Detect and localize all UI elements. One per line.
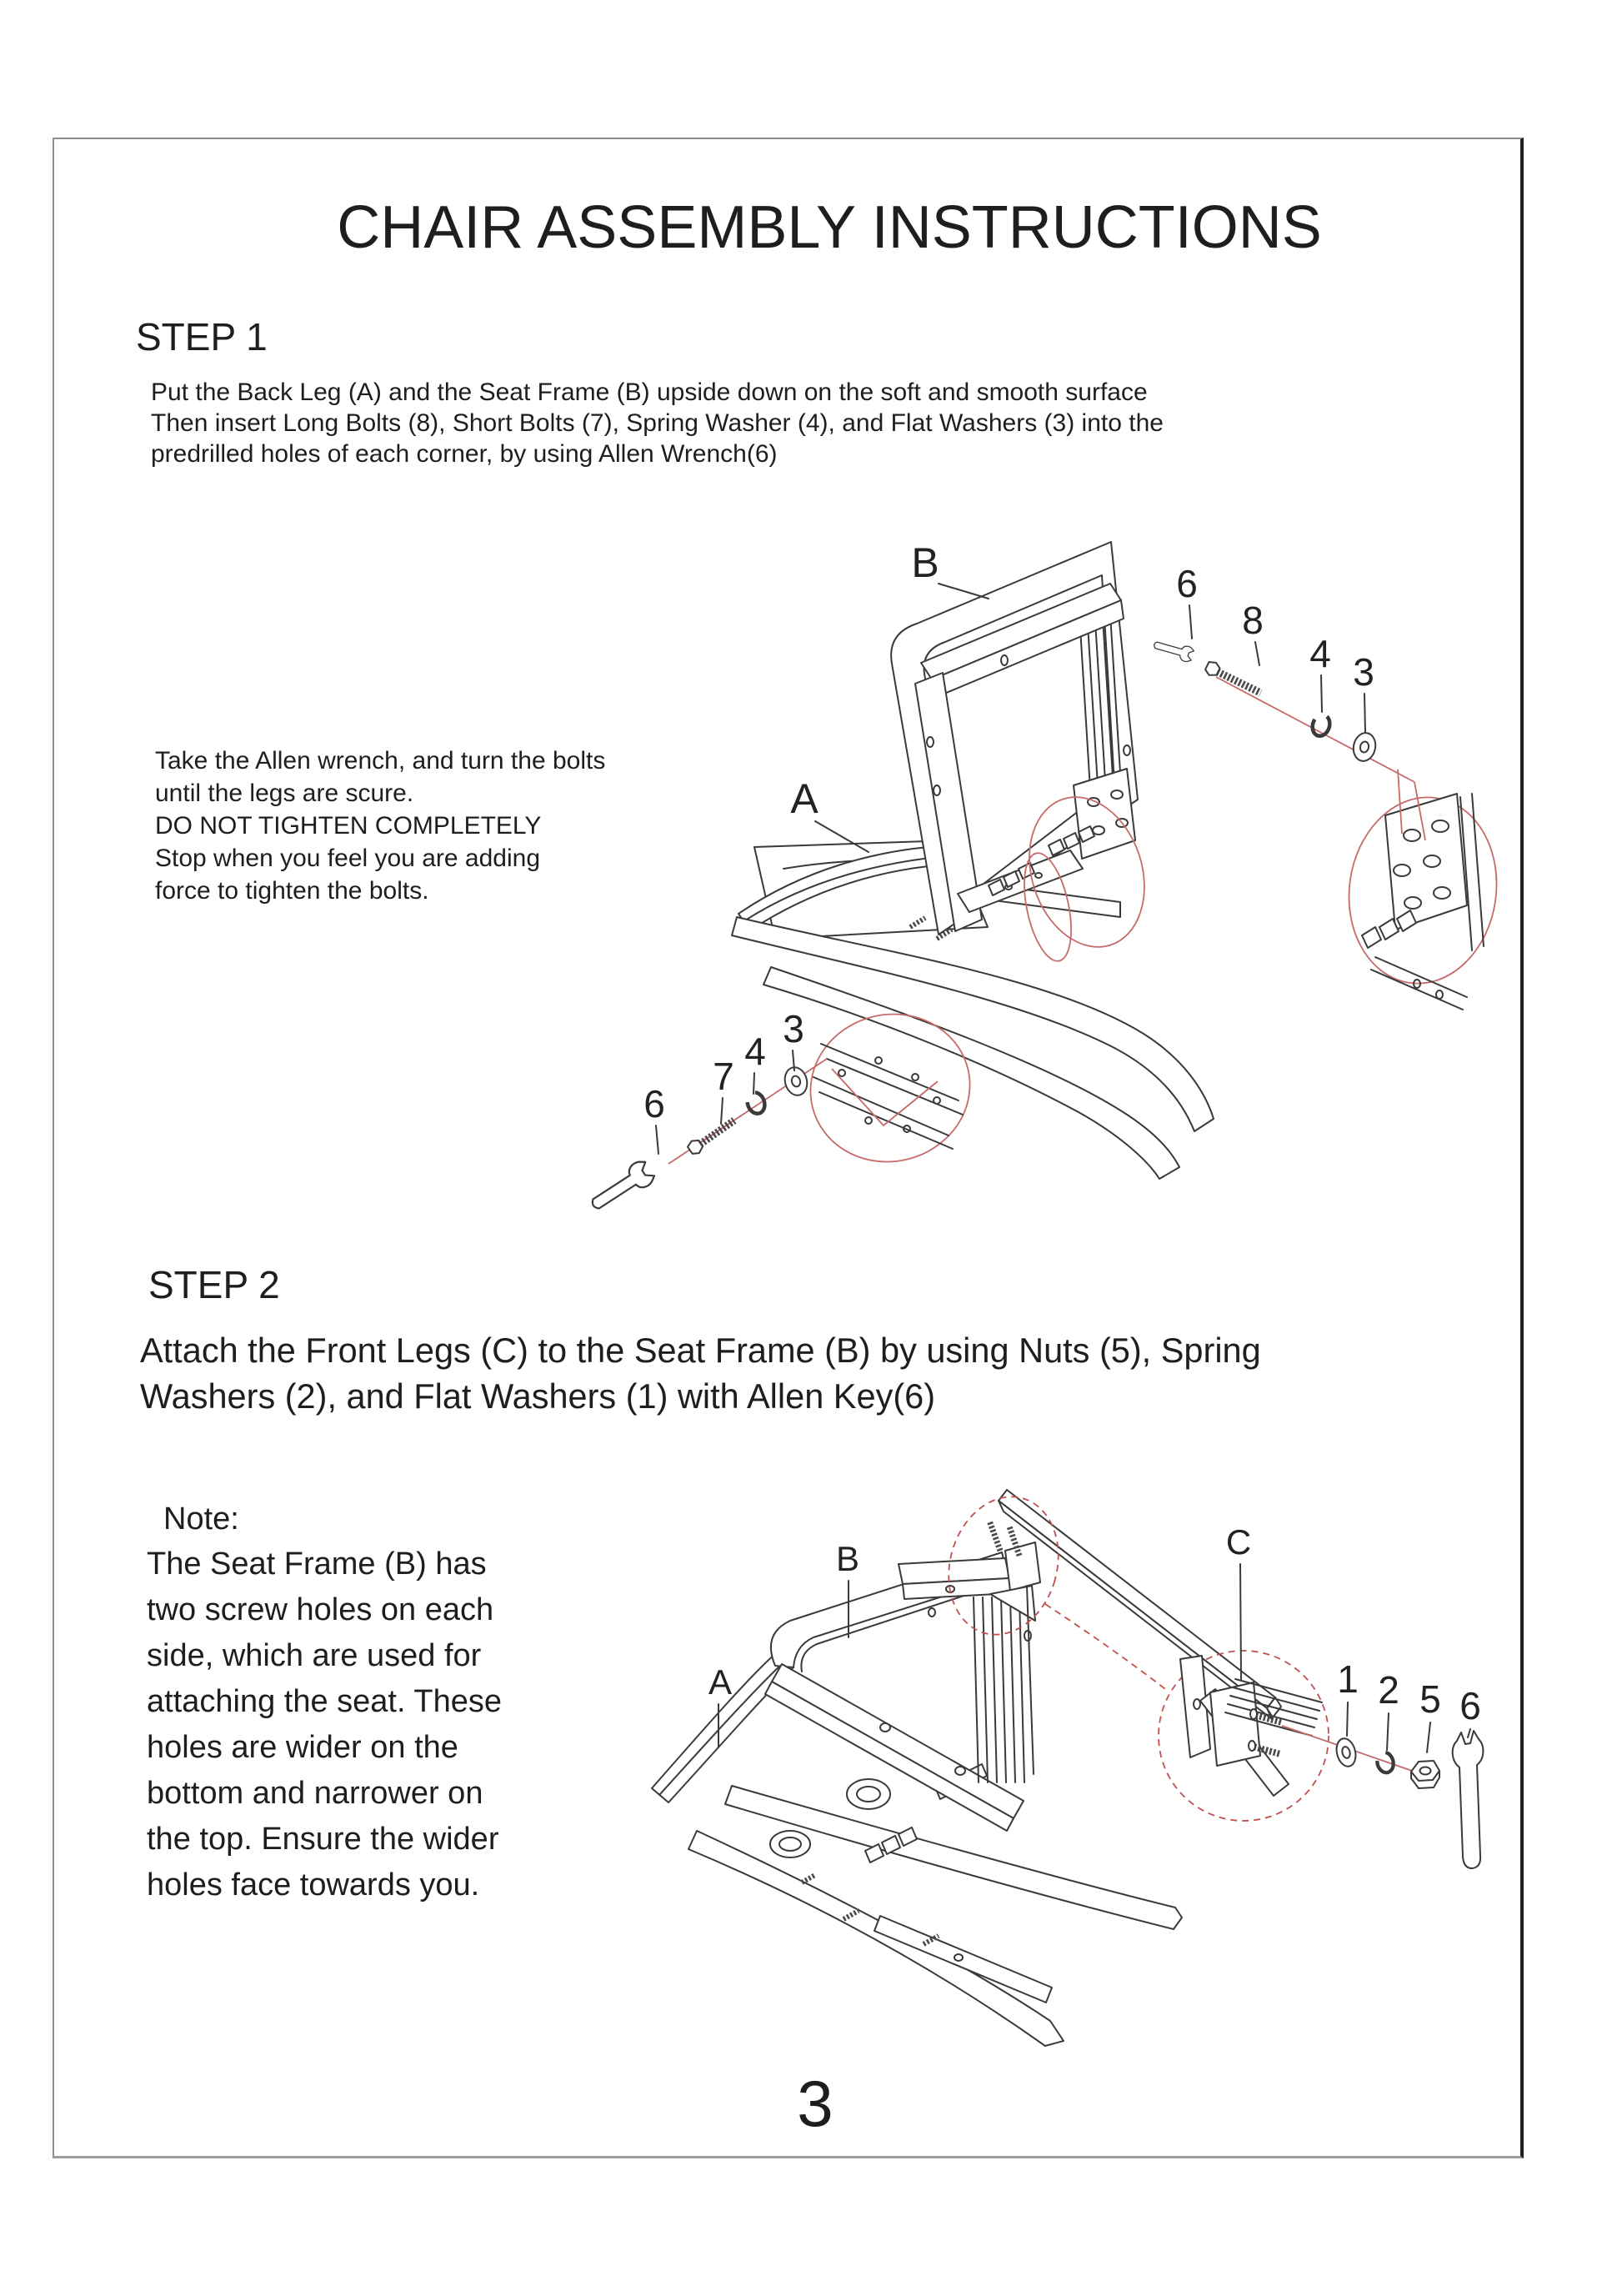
step2-paragraph-line: Attach the Front Legs (C) to the Seat Frame (B) by using Nuts (5), Spring — [140, 1331, 1261, 1370]
step2-note-line: two screw holes on each — [147, 1592, 494, 1627]
label-allen-wrench-6: 6 — [1176, 562, 1198, 605]
step1-heading: STEP 1 — [136, 315, 268, 358]
flat-washer-icon — [1334, 1737, 1359, 1768]
step2-paragraph-line: Washers (2), and Flat Washers (1) with Allen Key(6) — [140, 1376, 936, 1416]
step2-note-line: The Seat Frame (B) has — [147, 1547, 487, 1582]
step1-note-line: Stop when you feel you are adding — [155, 845, 540, 872]
spring-washer-icon — [744, 1090, 767, 1116]
spring-washer-icon — [1375, 1751, 1395, 1774]
label-short-bolt-7: 7 — [713, 1055, 734, 1098]
step1-note-line: until the legs are scure. — [155, 780, 414, 807]
label-spring-washer-4: 4 — [744, 1030, 766, 1073]
label-spring-washer-4: 4 — [1309, 632, 1331, 675]
label-allen-key-6: 6 — [1459, 1684, 1481, 1727]
step1-paragraph-line: Put the Back Leg (A) and the Seat Frame (B) upside down on the soft and smooth surface — [151, 378, 1148, 406]
label-seat-frame-b: B — [911, 539, 939, 586]
long-bolt-icon — [1204, 659, 1264, 699]
step2-note-line: the top. Ensure the wider — [147, 1822, 499, 1857]
label-long-bolt-8: 8 — [1242, 599, 1264, 642]
step1-diagram — [583, 525, 1538, 1292]
step2-note-label: Note: — [163, 1501, 239, 1537]
step1-note-line: DO NOT TIGHTEN COMPLETELY — [155, 812, 542, 840]
step2-note-line: holes face towards you. — [147, 1867, 480, 1902]
step1-paragraph-line: Then insert Long Bolts (8), Short Bolts (7), Spring Washer (4), and Flat Washers (3) into the — [151, 409, 1164, 437]
label-flat-washer-1: 1 — [1337, 1657, 1359, 1701]
rail-detail-drawing — [814, 1044, 963, 1149]
spring-washer-icon — [1309, 713, 1332, 738]
seat-frame-drawing — [765, 1521, 1040, 1831]
label-back-leg-a: A — [790, 775, 819, 822]
allen-wrench-icon — [586, 1158, 657, 1216]
back-leg-drawing — [652, 1652, 1182, 2046]
page-number: 3 — [797, 2067, 834, 2140]
allen-key-icon — [1453, 1731, 1484, 1868]
page-title: CHAIR ASSEMBLY INSTRUCTIONS — [337, 194, 1322, 261]
step2-note-line: bottom and narrower on — [147, 1776, 483, 1811]
label-flat-washer-3: 3 — [783, 1007, 804, 1050]
label-back-leg-a: A — [708, 1662, 733, 1702]
step1-paragraph — [151, 377, 1164, 469]
step2-note-line: attaching the seat. These — [147, 1684, 503, 1719]
label-allen-wrench-6: 6 — [643, 1082, 665, 1125]
label-nut-5: 5 — [1419, 1677, 1441, 1721]
label-seat-frame-b: B — [835, 1539, 860, 1578]
label-front-leg-c: C — [1225, 1522, 1252, 1562]
flat-washer-icon — [1351, 731, 1379, 764]
flat-washer-icon — [782, 1065, 810, 1098]
step2-note-line: holes are wider on the — [147, 1730, 458, 1765]
step2-diagram — [558, 1455, 1529, 2159]
step1-note-line: force to tighten the bolts. — [155, 877, 429, 905]
step2-heading: STEP 2 — [148, 1263, 280, 1306]
label-spring-washer-2: 2 — [1378, 1668, 1399, 1712]
step1-note — [155, 744, 605, 907]
step1-note-line: Take the Allen wrench, and turn the bolts — [155, 747, 606, 775]
step2-paragraph — [140, 1327, 1261, 1419]
hex-nut-icon — [1411, 1761, 1439, 1788]
joint-detail-drawing — [1180, 1656, 1322, 1796]
step2-note-line: side, which are used for — [147, 1638, 482, 1673]
step2-note — [147, 1542, 502, 1908]
allen-wrench-icon — [1152, 637, 1194, 663]
label-flat-washer-3: 3 — [1353, 650, 1374, 694]
step1-paragraph-line: predrilled holes of each corner, by using Allen Wrench(6) — [151, 440, 778, 468]
